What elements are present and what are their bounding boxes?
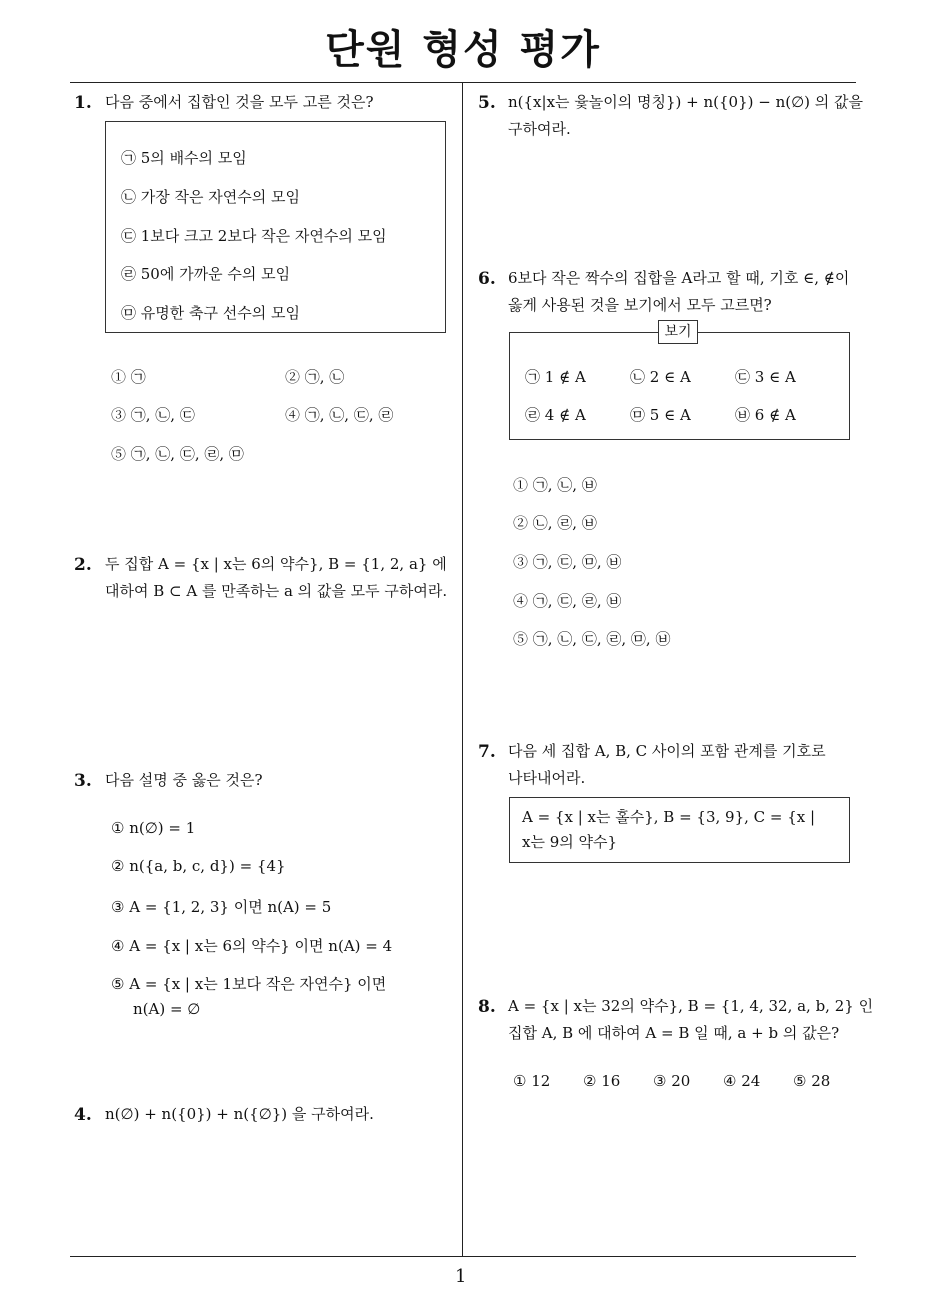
answer-choice-continued: n(A) = ∅ [133, 1000, 201, 1018]
answer-choice: ⑤ ㉠, ㉡, ㉢, ㉣, ㉤, ㉥ [513, 630, 671, 648]
question-text: 대하여 B ⊂ A 를 만족하는 a 의 값을 모두 구하여라. [105, 582, 448, 600]
bogi-label: 보기 [658, 320, 698, 344]
question-text: n({x|x는 윷놀이의 명칭}) + n({0}) − n(∅) 의 값을 [508, 93, 864, 111]
answer-choice: ① ㉠ [111, 368, 146, 386]
question-text: 옳게 사용된 것을 보기에서 모두 고르면? [508, 296, 772, 314]
box-text: A = {x | x는 홀수}, B = {3, 9}, C = {x | [522, 808, 816, 826]
box-item: ㉢ 1보다 크고 2보다 작은 자연수의 모임 [121, 227, 387, 245]
page-number: 1 [455, 1266, 467, 1287]
column-divider [462, 83, 463, 1257]
question-number: 2. [74, 555, 92, 575]
box-item: ㉡ 2 ∈ A [630, 368, 691, 386]
question-text: 두 집합 A = {x | x는 6의 약수}, B = {1, 2, a} 에 [105, 555, 447, 573]
box-item: ㉠ 5의 배수의 모임 [121, 149, 247, 167]
bottom-rule [70, 1256, 856, 1257]
question-text: 구하여라. [508, 120, 571, 138]
question-text: 다음 세 집합 A, B, C 사이의 포함 관계를 기호로 [508, 742, 826, 760]
answer-choice: ④ A = {x | x는 6의 약수} 이면 n(A) = 4 [111, 937, 393, 955]
answer-choice: ③ A = {1, 2, 3} 이면 n(A) = 5 [111, 898, 332, 916]
box-item: ㉣ 50에 가까운 수의 모임 [121, 265, 291, 283]
box-item: ㉣ 4 ∉ A [525, 406, 586, 424]
answer-choice: ② ㉠, ㉡ [285, 368, 345, 386]
box-item: ㉤ 유명한 축구 선수의 모임 [121, 304, 300, 322]
question-text: A = {x | x는 32의 약수}, B = {1, 4, 32, a, b, 2} 인 [508, 997, 874, 1015]
answer-choice: ① 12 [513, 1072, 551, 1090]
answer-choice: ② ㉡, ㉣, ㉥ [513, 514, 597, 532]
question-number: 5. [478, 93, 496, 113]
page-title: 단원 형성 평가 [325, 27, 601, 73]
box-item: ㉤ 5 ∈ A [630, 406, 691, 424]
answer-choice: ⑤ ㉠, ㉡, ㉢, ㉣, ㉤ [111, 445, 244, 463]
box-item: ㉢ 3 ∈ A [735, 368, 796, 386]
question-text: 다음 중에서 집합인 것을 모두 고른 것은? [105, 93, 374, 111]
question-number: 8. [478, 997, 496, 1017]
question-number: 6. [478, 269, 496, 289]
answer-choice: ⑤ A = {x | x는 1보다 작은 자연수} 이면 [111, 975, 387, 993]
question-number: 3. [74, 771, 92, 791]
question-text: 다음 설명 중 옳은 것은? [105, 771, 263, 789]
answer-choice: ② 16 [583, 1072, 621, 1090]
question-number: 1. [74, 93, 92, 113]
question-text: 집합 A, B 에 대하여 A = B 일 때, a + b 의 값은? [508, 1024, 840, 1042]
answer-choice: ④ ㉠, ㉡, ㉢, ㉣ [285, 406, 394, 424]
answer-choice: ⑤ 28 [793, 1072, 831, 1090]
question-number: 4. [74, 1105, 92, 1125]
box-text: x는 9의 약수} [522, 833, 618, 851]
box-item: ㉠ 1 ∉ A [525, 368, 586, 386]
answer-choice: ③ 20 [653, 1072, 691, 1090]
question-number: 7. [478, 742, 496, 762]
box-item: ㉡ 가장 작은 자연수의 모임 [121, 188, 300, 206]
answer-choice: ④ ㉠, ㉢, ㉣, ㉥ [513, 592, 622, 610]
answer-choice: ② n({a, b, c, d}) = {4} [111, 857, 286, 875]
answer-choice: ③ ㉠, ㉢, ㉤, ㉥ [513, 553, 622, 571]
question-text: 나타내어라. [508, 769, 586, 787]
question-text: 6보다 작은 짝수의 집합을 A라고 할 때, 기호 ∈, ∉이 [508, 269, 850, 287]
box-item: ㉥ 6 ∉ A [735, 406, 796, 424]
answer-choice: ① n(∅) = 1 [111, 819, 196, 837]
question-text: n(∅) + n({0}) + n({∅}) 을 구하여라. [105, 1105, 374, 1123]
answer-choice: ③ ㉠, ㉡, ㉢ [111, 406, 195, 424]
answer-choice: ④ 24 [723, 1072, 761, 1090]
answer-choice: ① ㉠, ㉡, ㉥ [513, 476, 597, 494]
